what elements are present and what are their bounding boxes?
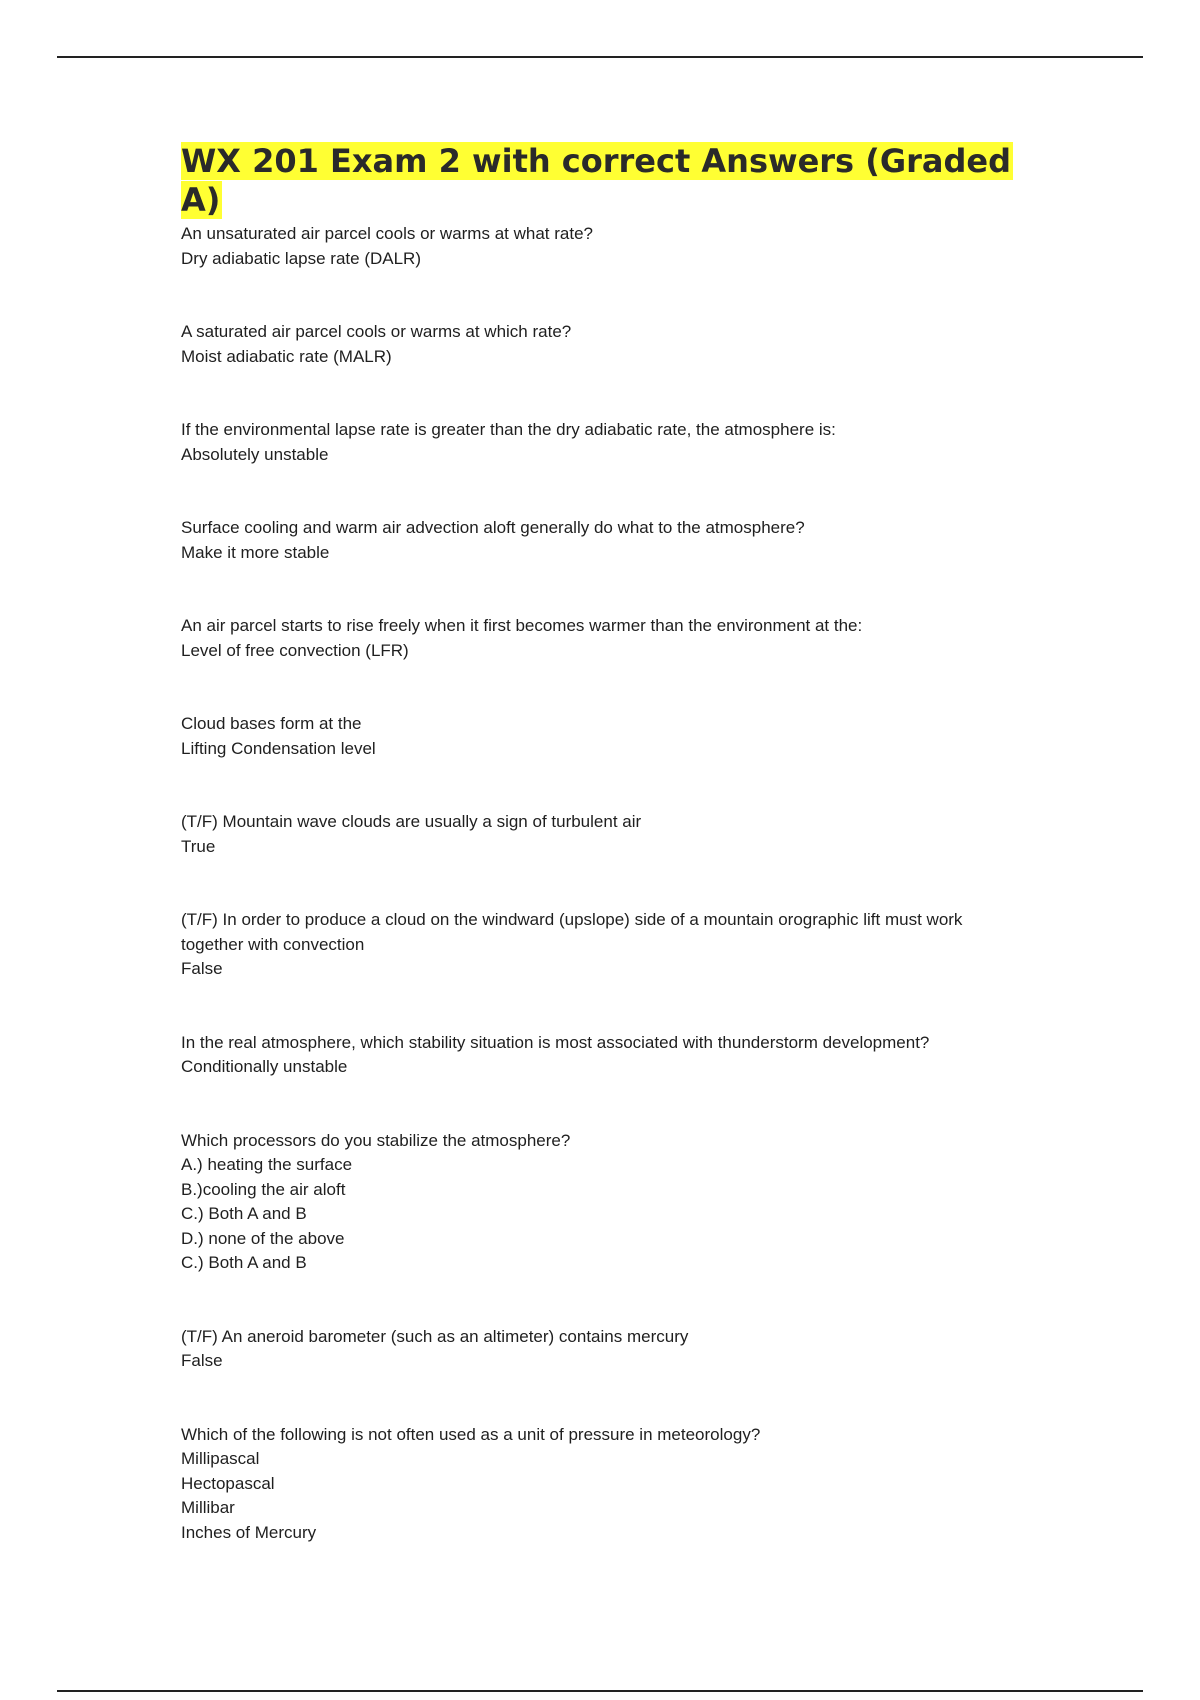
document-body [181, 142, 1021, 1545]
answer-option: A.) heating the surface [181, 1155, 353, 1174]
qa-item-9 [181, 1031, 1021, 1080]
answer-text: Absolutely unstable [181, 444, 329, 464]
question-text: (T/F) In order to produce a cloud on the windward (upslope) side of a mountain orographic lift must work together with convection [181, 910, 963, 954]
question-text: Which of the following is not often used as a unit of pressure in meteorology? [181, 1424, 761, 1444]
answer-option: C.) Both A and B [181, 1204, 307, 1223]
qa-item-4 [181, 516, 1021, 565]
qa-item-6 [181, 712, 1021, 761]
answer-text: Moist adiabatic rate (MALR) [181, 346, 392, 366]
answer-text: Make it more stable [181, 542, 330, 562]
question-text: In the real atmosphere, which stability situation is most associated with thunderstorm development? [181, 1032, 930, 1052]
answer-text: True [181, 836, 216, 856]
qa-item-8 [181, 908, 1021, 982]
qa-item-12 [181, 1423, 1021, 1546]
qa-item-1 [181, 222, 1021, 271]
document-title [181, 142, 1021, 220]
bottom-rule [57, 1690, 1143, 1692]
question-text: Cloud bases form at the [181, 714, 362, 733]
answer-text: Level of free convection (LFR) [181, 640, 409, 660]
question-text: (T/F) Mountain wave clouds are usually a sign of turbulent air [181, 812, 642, 831]
qa-item-3 [181, 418, 1021, 467]
question-text: An unsaturated air parcel cools or warms at what rate? [181, 224, 593, 243]
answer-text: False [181, 959, 223, 978]
answer-text: C.) Both A and B [181, 1253, 307, 1272]
top-rule [57, 56, 1143, 58]
answer-text: False [181, 1351, 223, 1370]
qa-item-5 [181, 614, 1021, 663]
answer-option: D.) none of the above [181, 1228, 345, 1248]
title-highlight: WX 201 Exam 2 with correct Answers (Graded A) [181, 142, 1012, 219]
question-text: Which processors do you stabilize the atmosphere? [181, 1130, 571, 1150]
qa-item-7 [181, 810, 1021, 859]
answer-option: Hectopascal [181, 1473, 275, 1493]
answer-text: Lifting Condensation level [181, 738, 376, 758]
answer-option: Inches of Mercury [181, 1522, 317, 1542]
question-text: Surface cooling and warm air advection aloft generally do what to the atmosphere? [181, 518, 805, 537]
question-text: A saturated air parcel cools or warms at which rate? [181, 322, 572, 341]
answer-option: B.)cooling the air aloft [181, 1179, 346, 1199]
question-text: An air parcel starts to rise freely when it first becomes warmer than the environment at the: [181, 616, 863, 635]
question-text: If the environmental lapse rate is greater than the dry adiabatic rate, the atmosphere is: [181, 420, 836, 439]
question-text: (T/F) An aneroid barometer (such as an altimeter) contains mercury [181, 1326, 689, 1346]
qa-item-10 [181, 1129, 1021, 1276]
answer-option: Millibar [181, 1498, 235, 1517]
answer-text: Conditionally unstable [181, 1057, 348, 1076]
qa-item-11 [181, 1325, 1021, 1374]
answer-option: Millipascal [181, 1449, 260, 1468]
answer-text: Dry adiabatic lapse rate (DALR) [181, 248, 421, 268]
qa-item-2 [181, 320, 1021, 369]
